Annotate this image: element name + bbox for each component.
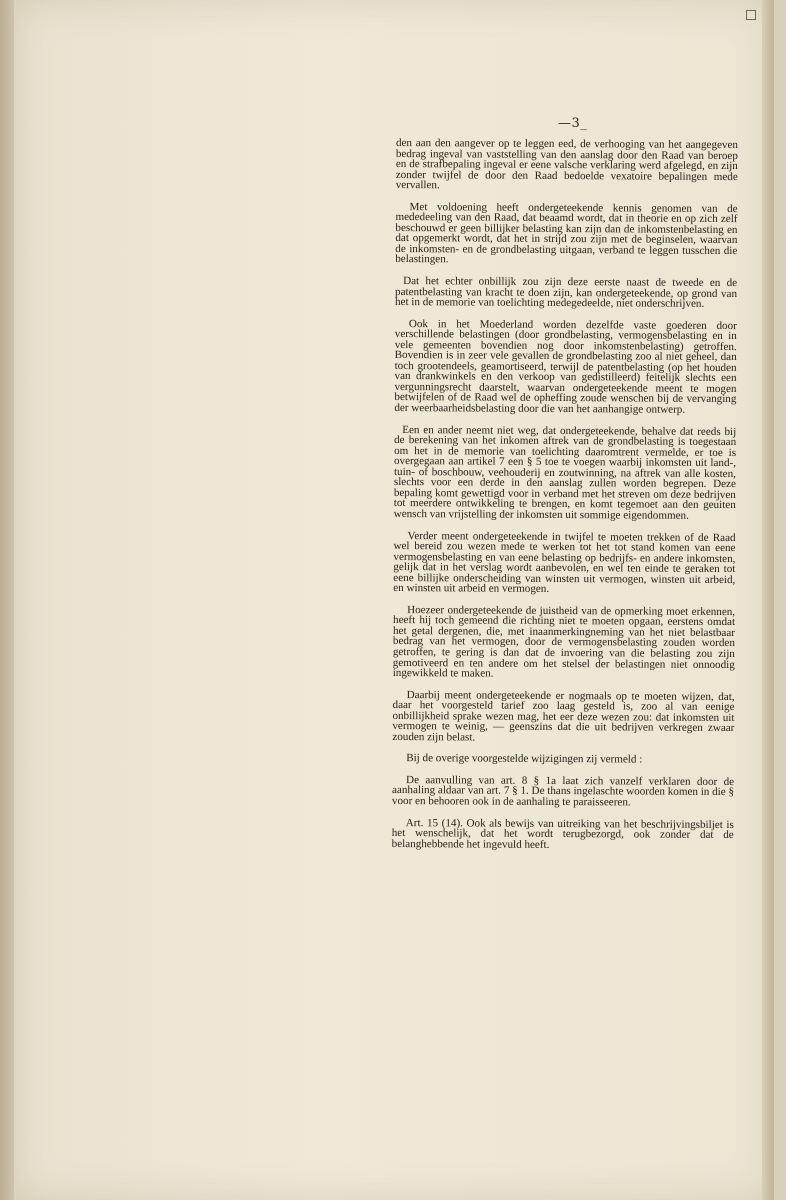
paragraph-8: Daarbij meent ondergeteekende er nogmaals op te moeten wijzen, dat, daar het voorgesteld tarief zoo laag gesteld is, zoo al van eenige onbillijkheid sprake wezen mag, het eer deze wezen zou: dat inkomsten uit vermogen te weinig, — geenszins dat die uit bedrijven verkregen zwaar zouden zijn belast. [392,688,735,744]
text-column [392,138,738,862]
corner-registration-mark [746,10,756,20]
paragraph-11: Art. 15 (14). Ook als bewijs van uitreiking van het beschrijvingsbiljet is het wenschelijk, dat het wordt terugbezorgd, ook zonder dat de belanghebbende het ingevuld heeft. [391,816,734,851]
paragraph-9: Bij de overige voorgestelde wijzigingen zij vermeld : [406,752,643,766]
paragraph-7: Hoezeer ondergeteekende de juistheid van de opmerking moet erkennen, heeft hij toch gemeend die richting niet te moeten opgaan, eerstens omdat het getal dergenen, die, met inaanmerkingneming van het niet belastbaar bedrag van het vermogen, door de vermogensbelasting zouden worden getroffen, te gering is dan dat de invoering van die belasting zou zijn gemotiveerd en ten andere om het stelsel der belastingen niet onnoodig ingewikkeld te maken. [392,603,736,680]
paragraph-6: Verder meent ondergeteekende in twijfel te moeten trekken of de Raad wel bereid zou wezen mede te werken tot het tot stand komen van eene vermogensbelasting en van eene belasting op bedrijfs- en andere inkomsten, gelijk dat in het verslag wordt aanbevolen, en wel ten einde te geraken tot eene billijke onderscheiding van winsten uit vermogen, winsten uit arbeid, en winsten uit arbeid en vermogen. [393,529,736,596]
page-left-edge [0,0,14,1200]
paragraph-2: Met voldoening heeft ondergeteekende kennis genomen van de mededeeling van den Raad, dat beaamd wordt, dat in theorie en op zich zelf beschouwd er geen billijker belasting kan zijn dan de inkomstenbelasting en dat opgemerkt wordt, dat het in strijd zou zijn met de beginselen, waarvan de inkomsten- en de grondbelasting uitgaan, verband te leggen tusschen die belastingen. [395,200,738,266]
page-right-edge [762,0,774,1200]
page-number: —3_ [558,116,588,131]
paragraph-10: De aanvulling van art. 8 § 1a laat zich vanzelf verklaren door de aanhaling aldaar van art. 7 § 1. De thans ingelaschte woorden komen in die § voor en behooren ook in de aanhaling te paraisseeren. [391,773,735,809]
paragraph-4: Ook in het Moederland worden dezelfde vaste goederen door verschillende belastingen (door grondbelasting, vermogensbelasting en in vele gemeenten bovendien nog door inkomstenbelasting) getroffen. Bovendien is in zeer vele gevallen de grondbelasting zoo al niet geheel, dan toch grootendeels, geamortiseerd, terwijl de patentbelasting (op het houden van drankwinkels en den verkoop van gedistilleerd) feitelijk slechts een vergunningsrecht daarstelt, waarvan ondergeteekende meent te mogen betwijfelen of de Raad wel de opheffing zoude wenschen bij de vervanging der weerbaarheidsbelasting door die van het aanhangige ontwerp. [394,317,737,416]
paragraph-3: Dat het echter onbillijk zou zijn deze eerste naast de tweede en de patentbelasting van kracht te doen zijn, kan ondergeteekende, op grond van het in de memorie van toelichting medegedeelde, niet onderschrijven. [394,275,738,310]
paragraph-1: den aan den aangever op te leggen eed, de verhooging van het aangegeven bedrag ingeval van vaststelling van den aanslag door den Raad van beroep en de strafbepaling ingeval er eene valsche verklaring werd afgelegd, en zijn zonder twijfel de door den Raad bedoelde vexatoire bepalingen mede vervallen. [395,137,738,192]
paragraph-5: Een en ander neemt niet weg, dat ondergeteekende, behalve dat reeds bij de berekening van het inkomen aftrek van de grondbelasting is toegestaan om het in de memorie van toelichting daaromtrent vermelde, er toe is overgegaan aan artikel 7 een § 5 toe te voegen waarbij inkomsten uit land-, tuin- of boschbouw, veehouderij en zoutwinning, na aftrek van alle kosten, slechts voor een derde in den aanslag zullen worden begrepen. Deze bepaling komt gewettigd voor in verband met het streven om deze bedrijven tot meerdere ontwikkeling te brengen, en komt tegemoet aan den geuiten wensch van vrijstelling der inkomsten uit sommige eigendommen. [393,423,737,522]
